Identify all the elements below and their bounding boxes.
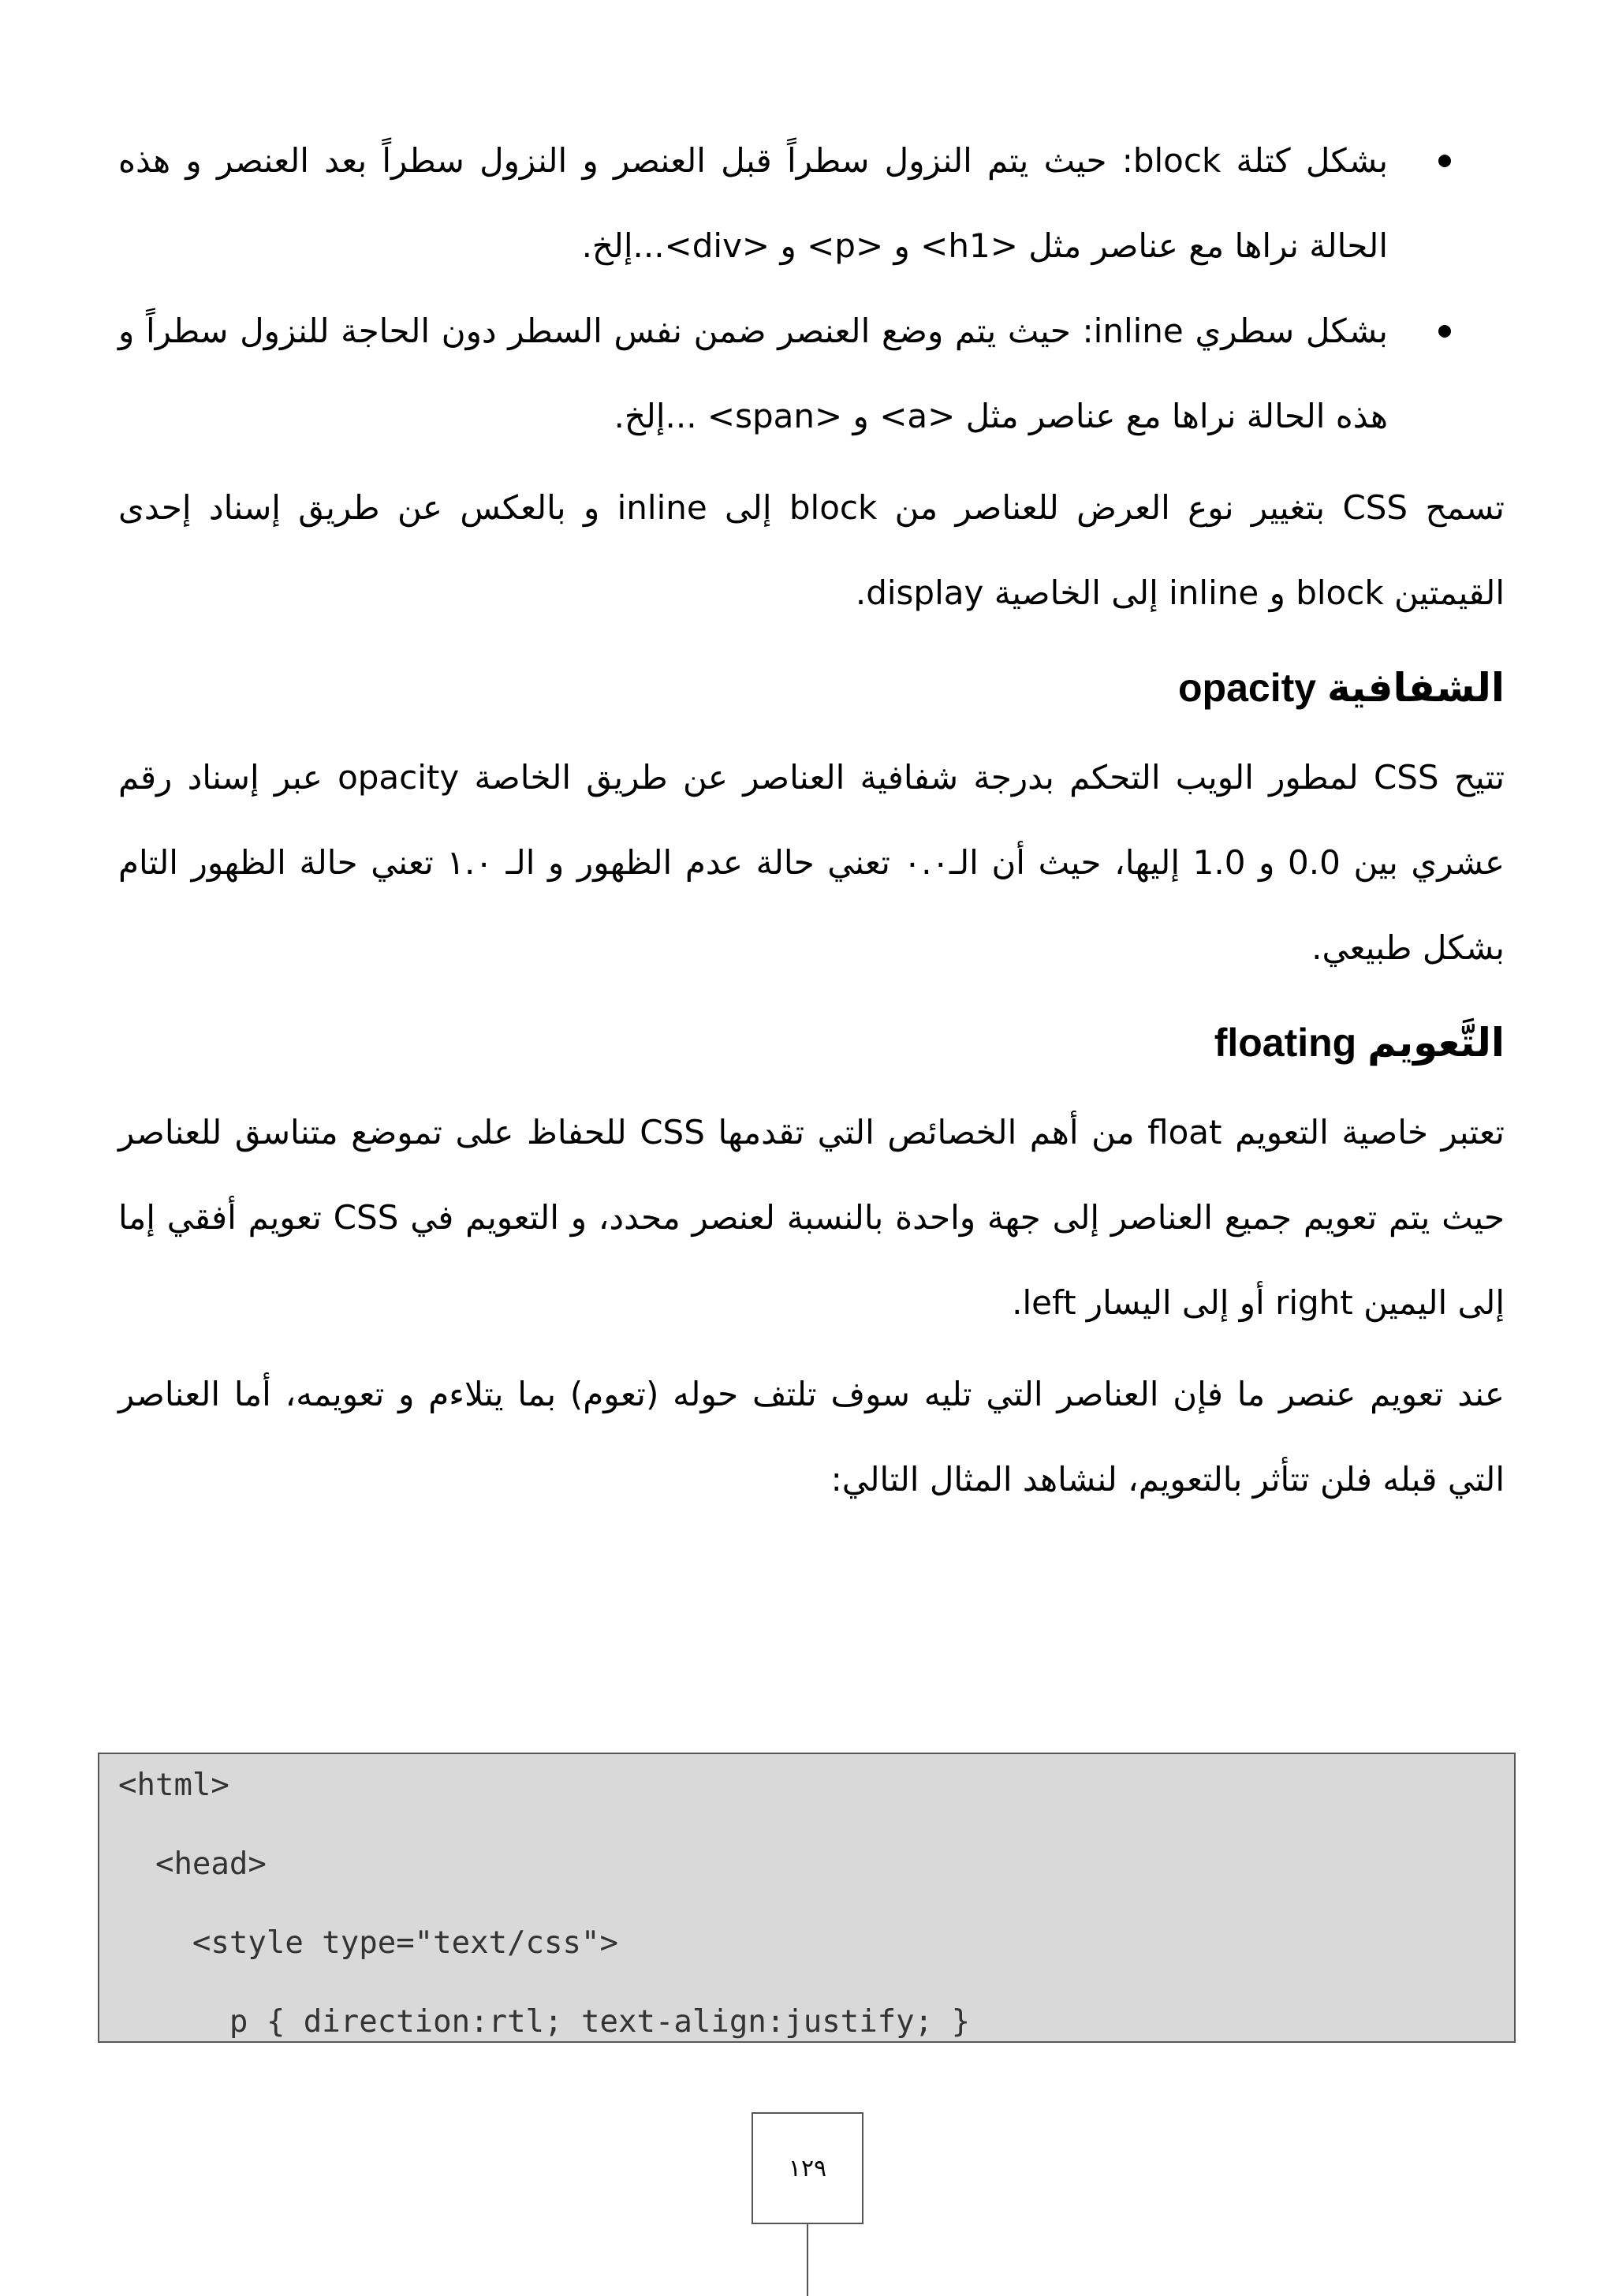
code-line: <html> (118, 1768, 229, 1803)
list-item-text: حيث يتم النزول سطراً قبل العنصر و النزول سطراً بعد العنصر و هذه الحالة نراها مع عناصر مثل <h1> و <p> و <div>...إلخ. (118, 141, 1388, 265)
list-item-block (118, 118, 1505, 289)
bullet-icon (1438, 325, 1451, 338)
list-item-inline (118, 289, 1505, 459)
code-line: <head> (118, 1846, 267, 1882)
opacity-heading: الشفافية opacity (1178, 666, 1505, 710)
floating-heading: التَّعويم floating (1214, 1021, 1505, 1065)
opacity-paragraph: تتيح CSS لمطور الويب التحكم بدرجة شفافية العناصر عن طريق الخاصة opacity عبر إسناد رقم عشري بين 0.0 و 1.0 إليها، حيث أن الـ٠.٠ تعني حالة عدم الظهور و الـ ١.٠ تعني حالة الظهور التام بشكل طبيعي. (118, 758, 1505, 967)
list-item-text: حيث يتم وضع العنصر ضمن نفس السطر دون الحاجة للنزول سطراً و هذه الحالة نراها مع عناصر مثل <a> و <span> ...إلخ. (118, 312, 1388, 435)
display-paragraph: تسمح CSS بتغيير نوع العرض للعناصر من block إلى inline و بالعكس عن طريق إسناد إحدى القيمتين block و inline إلى الخاصية display. (118, 488, 1505, 612)
list-item-lead: بشكل سطري inline: (1082, 312, 1388, 350)
code-example-box (98, 1753, 1516, 2043)
code-line: p { direction:rtl; text-align:justify; } (118, 2004, 971, 2040)
page-number-connector (807, 2224, 808, 2296)
code-line: <style type="text/css"> (118, 1925, 618, 1961)
page-number: ١٢٩ (788, 2154, 827, 2182)
page-number-box (752, 2112, 863, 2224)
page-content (118, 118, 1505, 1522)
floating-paragraph-2: عند تعويم عنصر ما فإن العناصر التي تليه سوف تلتف حوله (تعوم) بما يتلاءم و تعويمه، أما العناصر التي قبله فلن تتأثر بالتعويم، لنشاهد المثال التالي: (118, 1375, 1505, 1499)
list-item-lead: بشكل كتلة block: (1121, 141, 1389, 180)
bullet-icon (1438, 155, 1451, 167)
display-types-list (118, 118, 1505, 459)
floating-paragraph-1: تعتبر خاصية التعويم float من أهم الخصائص التي تقدمها CSS للحفاظ على تموضع متناسق للعناصر حيث يتم تعويم جميع العناصر إلى جهة واحدة بالنسبة لعنصر محدد، و التعويم في CSS تعويم أفقي إما إلى اليمين right أو إلى اليسار left. (118, 1113, 1505, 1322)
